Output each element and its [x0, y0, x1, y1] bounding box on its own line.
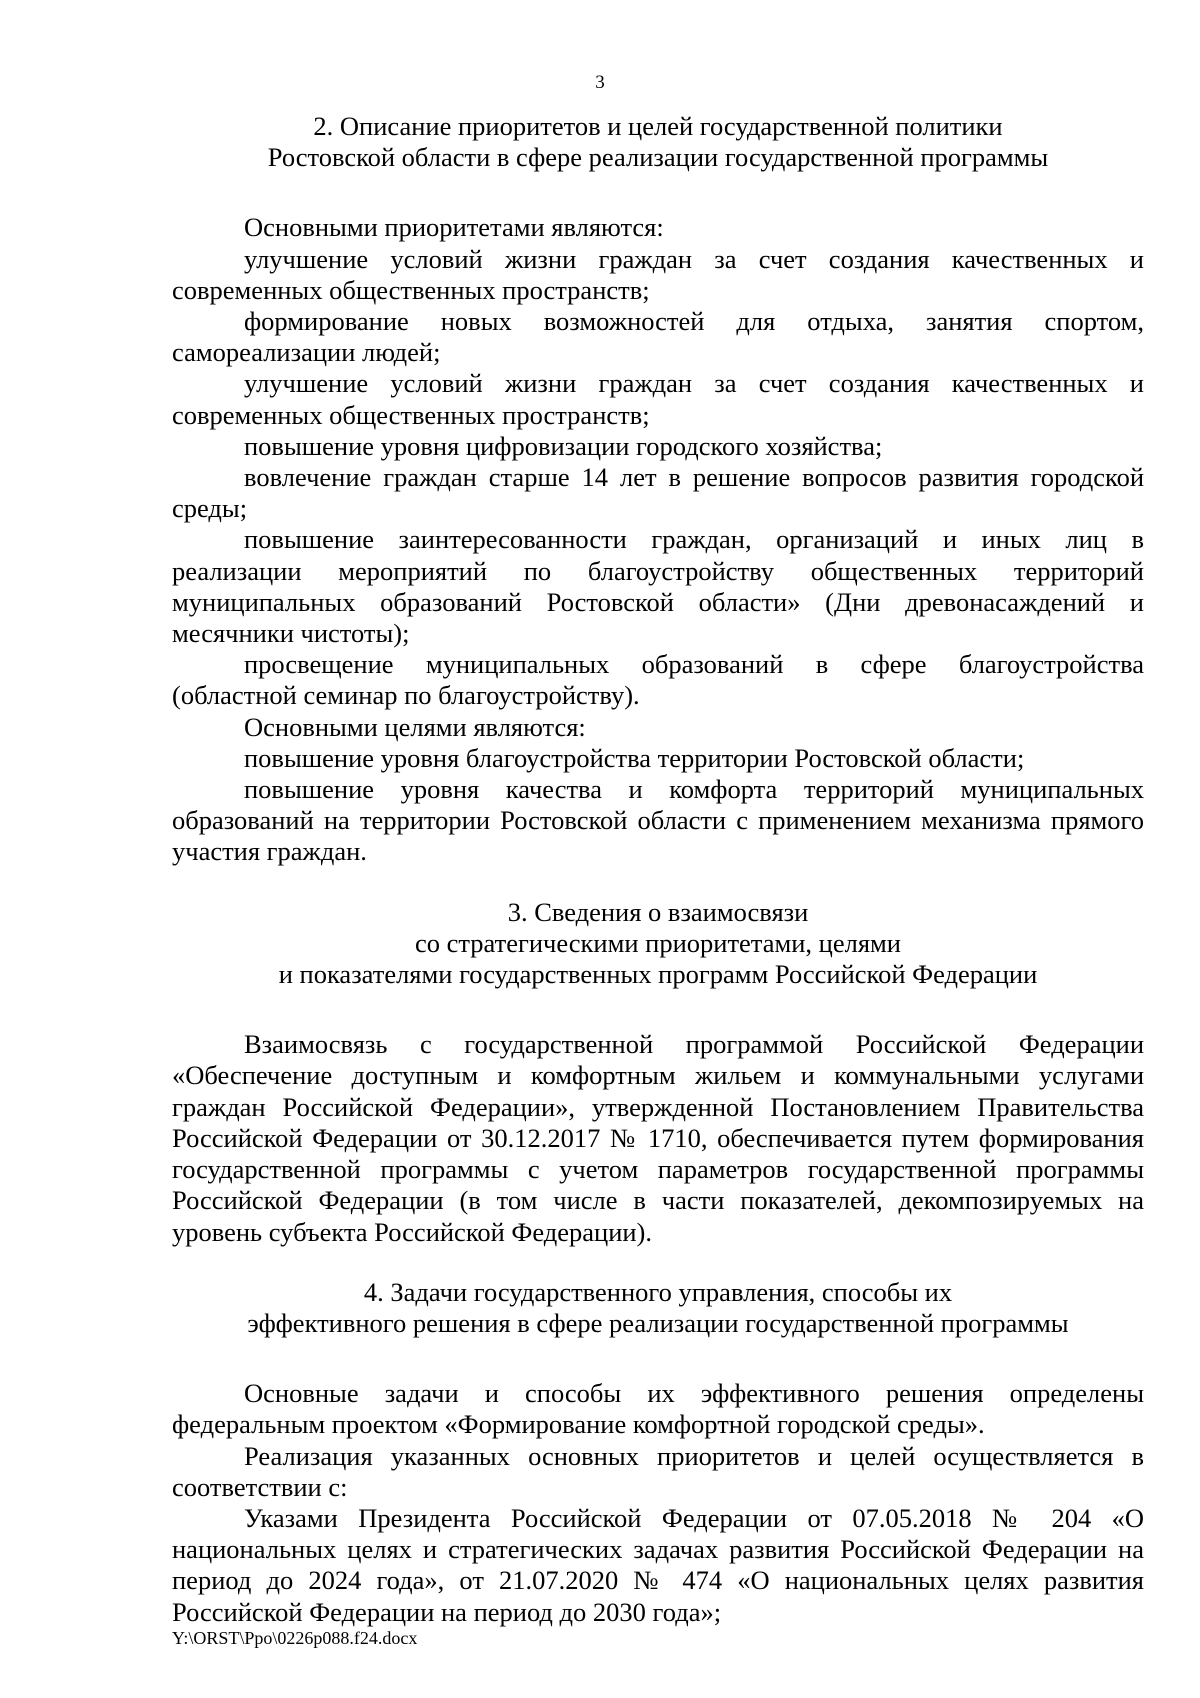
paragraph: вовлечение граждан старше 14 лет в решение вопросов развития городской среды; — [172, 462, 1144, 524]
section-4-heading — [172, 1277, 1144, 1339]
paragraph: улучшение условий жизни граждан за счет создания качественных и современных общественных пространств; — [172, 368, 1144, 430]
paragraph: Взаимосвязь с государственной программой Российской Федерации «Обеспечение доступным и комфортным жильем и коммунальными услугами граждан Российской Федерации», утвержденной Постановлением Правительства Российской Федерации от 30.12.2017 № 1710, обеспечивается путем формирования государственной программы с учетом параметров государственной программы Российской Федерации (в том числе в части показателей, декомпозируемых на уровень субъекта Российской Федерации). — [172, 1029, 1144, 1247]
section-heading-line: 2. Описание приоритетов и целей государственной политики — [313, 111, 1003, 141]
spacer — [172, 868, 1144, 897]
paragraph: повышение уровня благоустройства территории Ростовской области; — [244, 742, 1025, 773]
section-3-heading — [172, 897, 1144, 991]
spacer — [172, 990, 1144, 1029]
section-heading-line: Ростовской области в сфере реализации государственной программы — [267, 142, 1049, 173]
paragraph: формирование новых возможностей для отдыха, занятия спортом, самореализации людей; — [172, 306, 1144, 368]
spacer — [172, 1339, 1144, 1378]
paragraph: повышение заинтересованности граждан, организаций и иных лиц в реализации мероприятий по благоустройству общественных территорий муниципальных образований Ростовской области» (Дни древонасаждений и месячники чистоты); — [172, 524, 1144, 649]
footer-file-path: Y:\ORST\Ppo\0226p088.f24.docx — [172, 1628, 418, 1648]
paragraph: Основные задачи и способы их эффективного решения определены федеральным проектом «Формирование комфортной городской среды». — [172, 1378, 1144, 1440]
paragraph: Основными приоритетами являются: — [244, 212, 664, 243]
section-heading-line: 3. Сведения о взаимосвязи — [507, 896, 809, 927]
paragraph: Указами Президента Российской Федерации от 07.05.2018 № 204 «О национальных целях и стратегических задачах развития Российской Федерации на период до 2024 года», от 21.07.2020 № 474 «О национальных целях развития Российской Федерации на период до 2030 года»; — [172, 1502, 1144, 1627]
section-heading-line: 4. Задачи государственного управления, способы их — [363, 1276, 953, 1307]
paragraph: повышение уровня цифровизации городского хозяйства; — [244, 430, 883, 461]
section-heading-line: эффективного решения в сфере реализации государственной программы — [247, 1307, 1069, 1338]
page-number: 3 — [595, 72, 605, 93]
spacer — [172, 1248, 1144, 1277]
section-heading-line: со стратегическими приоритетами, целями — [415, 927, 901, 958]
section-heading-line: и показателями государственных программ Российской Федерации — [278, 959, 1038, 990]
paragraph: повышение уровня качества и комфорта территорий муниципальных образований на территории Ростовской области с применением механизма прямого участия граждан. — [172, 774, 1144, 867]
spacer — [172, 173, 1144, 212]
section-2-heading — [172, 111, 1144, 173]
document-body — [172, 111, 1144, 1628]
paragraph: просвещение муниципальных образований в сфере благоустройства (областной семинар по благоустройству). — [172, 649, 1144, 711]
paragraph: улучшение условий жизни граждан за счет создания качественных и современных общественных пространств; — [172, 243, 1144, 305]
paragraph: Реализация указанных основных приоритетов и целей осуществляется в соответствии с: — [172, 1440, 1144, 1502]
paragraph: Основными целями являются: — [244, 711, 586, 742]
